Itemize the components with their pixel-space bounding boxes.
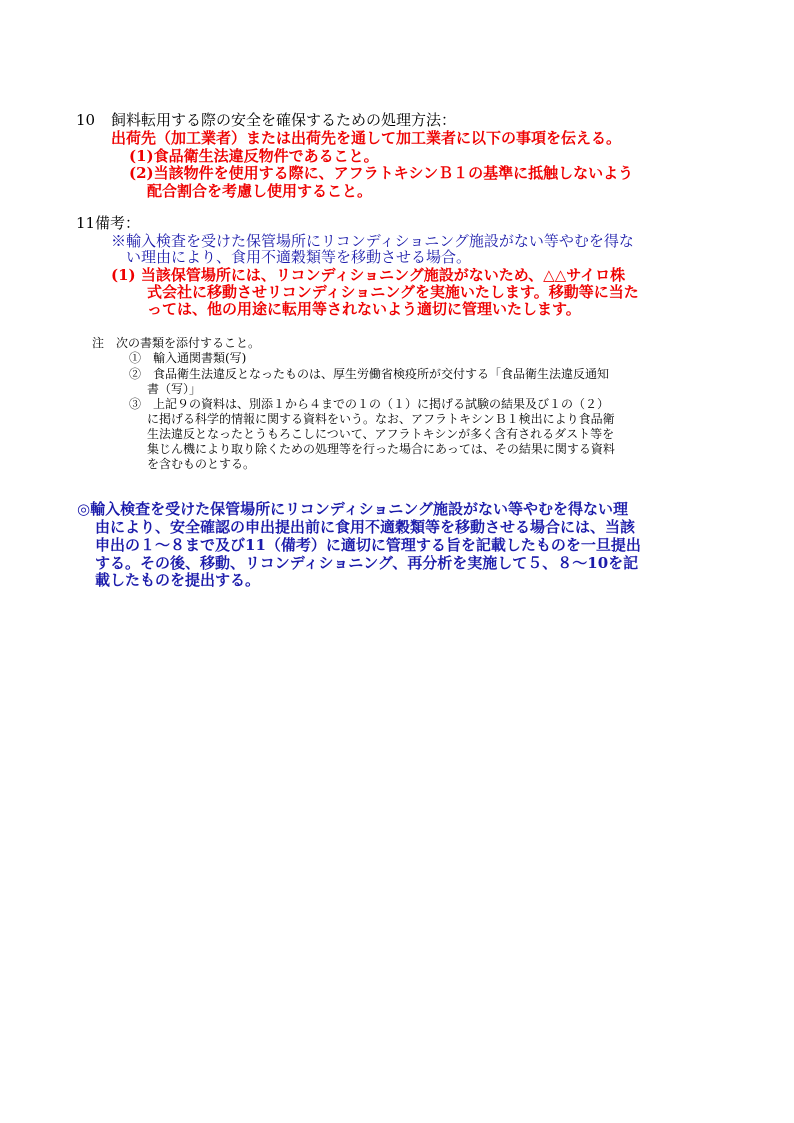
section-10-line-1: 出荷先（加工業者）または出荷先を通して加工業者に以下の事項を伝える。 — [111, 129, 622, 147]
section-11-title: 備考： — [95, 214, 141, 232]
footer-line-1: ◎輸入検査を受けた保管場所にリコンディショニング施設がない等やむを得ない理 — [77, 500, 628, 518]
section-10-number: 10 — [76, 111, 96, 129]
section-10-title: 飼料転用する際の安全を確保するための処理方法： — [111, 111, 457, 129]
note-item-2: ② 食品衛生法違反となったものは、厚生労働省検疫所が交付する「食品衛生法違反通知 — [129, 367, 610, 381]
note-item-3-cont-2: 生法違反となったとうもろこしについて、アフラトキシンが多く含有されるダスト等を — [147, 427, 615, 441]
section-10-line-4: 配合割合を考慮し使用すること。 — [147, 182, 373, 200]
section-11-blue-line-1: ※輸入検査を受けた保管場所にリコンディショニング施設がない等やむを得な — [111, 232, 634, 250]
note-item-3-cont-3: 集じん機により取り除くための処理等を行った場合にあっては、その結果に関する資料 — [147, 442, 615, 456]
section-11-red-line-3: っては、他の用途に転用等されないよう適切に管理いたします。 — [147, 300, 581, 318]
footer-line-2: 由により、安全確認の申出提出前に食用不適穀類等を移動させる場合には、当該 — [95, 518, 636, 536]
footer-line-4: する。その後、移動、リコンディショニング、再分析を実施して５、８～10を記 — [95, 554, 639, 572]
section-11-number: 11 — [76, 214, 96, 232]
notes-title: 注 次の書類を添付すること。 — [92, 336, 261, 350]
footer-line-3: 申出の１～８まで及び11（備考）に適切に管理する旨を記載したものを一旦提出 — [95, 536, 641, 554]
footer-line-5: 載したものを提出する。 — [95, 571, 261, 589]
note-item-3-cont-4: を含むものとする。 — [147, 457, 256, 471]
section-10-line-2: (1)食品衛生法違反物件であること。 — [129, 147, 379, 165]
section-11-red-line-2: 式会社に移動させリコンディショニングを実施いたします。移動等に当た — [147, 283, 639, 301]
note-item-1: ① 輸入通関書類(写) — [129, 351, 247, 365]
section-11-red-line-1: (1) 当該保管場所には、リコンディショニング施設がないため、△△サイロ株 — [111, 266, 626, 284]
section-10-line-3: (2)当該物件を使用する際に、アフラトキシンＢ１の基準に抵触しないよう — [129, 164, 634, 182]
section-11-blue-line-2: い理由により、食用不適穀類等を移動させる場合。 — [126, 248, 472, 266]
note-item-3-cont-1: に掲げる科学的情報に関する資料をいう。なお、アフラトキシンＢ１検出により食品衛 — [147, 412, 615, 426]
note-item-2-cont: 書（写）」 — [147, 382, 202, 396]
note-item-3: ③ 上記９の資料は、別添１から４までの１の（１）に掲げる試験の結果及び１の（２） — [129, 397, 610, 411]
